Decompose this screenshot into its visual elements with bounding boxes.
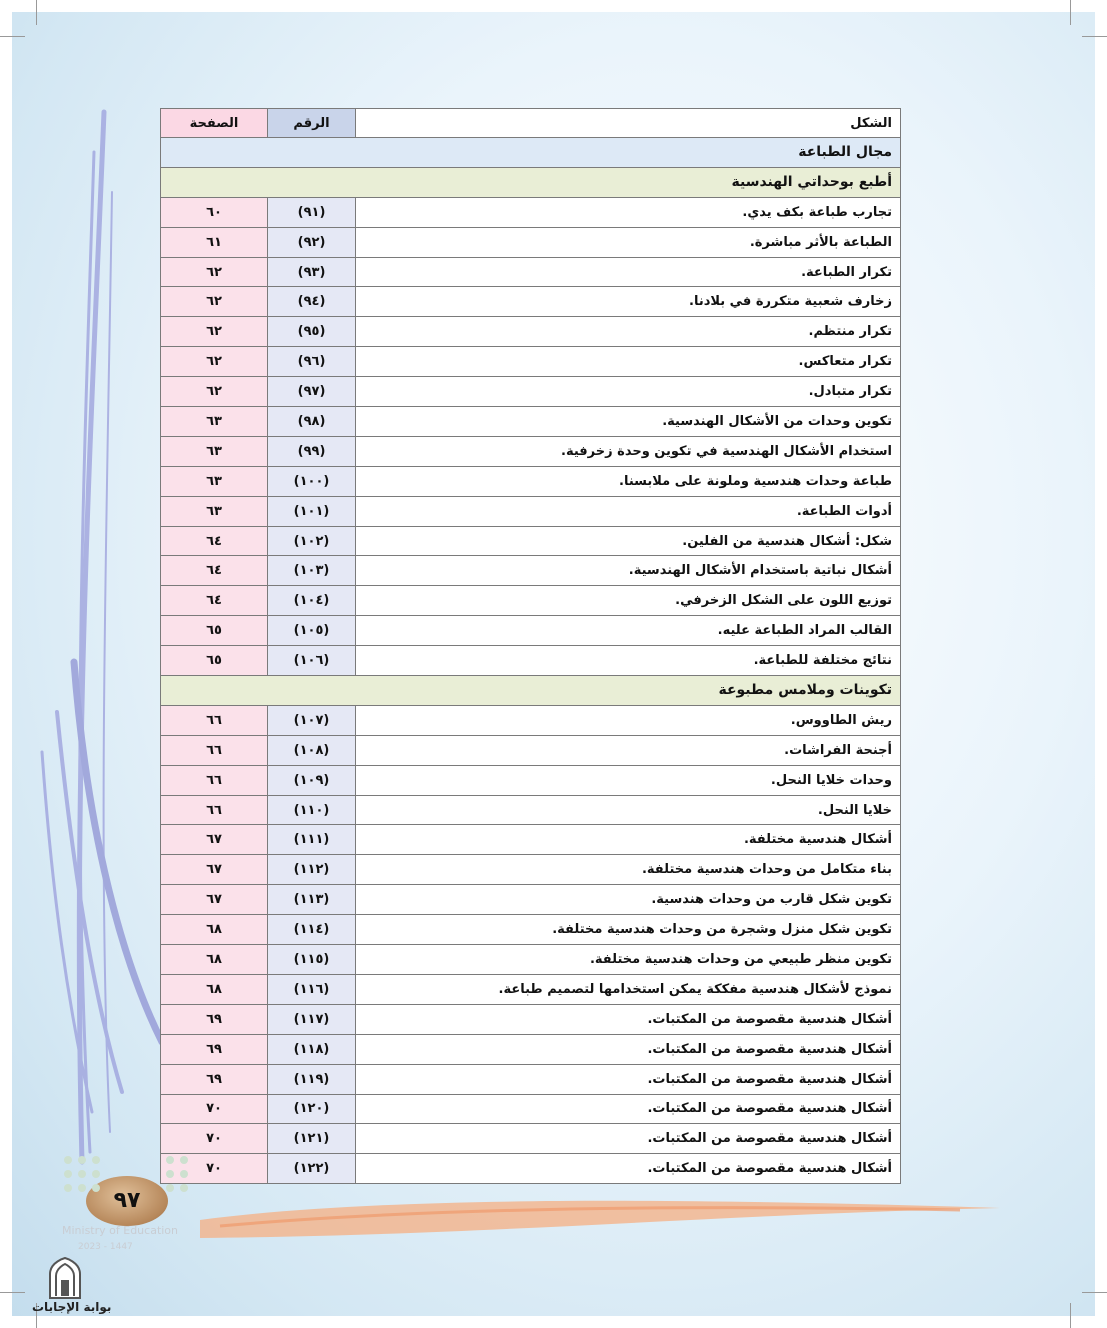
- figure-number: (٩٣): [268, 257, 356, 287]
- table-row: [161, 317, 901, 347]
- table-row: [161, 1094, 901, 1124]
- figure-page: ٧٠: [161, 1154, 268, 1184]
- figure-name: أشكال هندسية مقصوصة من المكتبات.: [356, 1064, 901, 1094]
- table-row: [161, 1034, 901, 1064]
- figure-name: تكرار منتظم.: [356, 317, 901, 347]
- figure-page: ٦٢: [161, 347, 268, 377]
- figure-page: ٦٠: [161, 197, 268, 227]
- figure-number: (١٠٣): [268, 556, 356, 586]
- figure-number: (١٠٢): [268, 526, 356, 556]
- figure-number: (١٢١): [268, 1124, 356, 1154]
- table-row: [161, 974, 901, 1004]
- section-title: تكوينات وملامس مطبوعة: [161, 676, 901, 706]
- figure-page: ٦٧: [161, 885, 268, 915]
- figure-name: استخدام الأشكال الهندسية في تكوين وحدة زخرفية.: [356, 436, 901, 466]
- figure-page: ٦٩: [161, 1004, 268, 1034]
- figure-name: القالب المراد الطباعة عليه.: [356, 616, 901, 646]
- figure-number: (٩٧): [268, 377, 356, 407]
- figure-page: ٦٤: [161, 556, 268, 586]
- figure-name: تكوين منظر طبيعي من وحدات هندسية مختلفة.: [356, 945, 901, 975]
- figure-number: (٩٥): [268, 317, 356, 347]
- table-row: [161, 915, 901, 945]
- figure-name: أدوات الطباعة.: [356, 496, 901, 526]
- figure-number: (٩٤): [268, 287, 356, 317]
- header-page: الصفحة: [161, 109, 268, 138]
- figure-number: (٩٢): [268, 227, 356, 257]
- site-name: بوابة الإجابات: [32, 1300, 112, 1314]
- table-row: [161, 586, 901, 616]
- figure-page: ٦٣: [161, 436, 268, 466]
- figure-name: طباعة وحدات هندسية وملونة على ملابسنا.: [356, 466, 901, 496]
- figure-page: ٦٧: [161, 825, 268, 855]
- figure-page: ٦٨: [161, 974, 268, 1004]
- figure-number: (١٠٠): [268, 466, 356, 496]
- figure-name: وحدات خلايا النحل.: [356, 765, 901, 795]
- table-row: [161, 1064, 901, 1094]
- figure-name: تكرار متعاكس.: [356, 347, 901, 377]
- figure-page: ٦٣: [161, 496, 268, 526]
- figure-page: ٦٣: [161, 407, 268, 437]
- figure-name: نموذج لأشكال هندسية مفككة يمكن استخدامها لتصميم طباعة.: [356, 974, 901, 1004]
- figure-number: (١١٣): [268, 885, 356, 915]
- page-number: ٩٧: [86, 1176, 168, 1226]
- figure-number: (٩٩): [268, 436, 356, 466]
- figure-number: (١٠١): [268, 496, 356, 526]
- figure-page: ٦٤: [161, 526, 268, 556]
- table-row: [161, 705, 901, 735]
- figure-name: أشكال هندسية مقصوصة من المكتبات.: [356, 1154, 901, 1184]
- figure-page: ٦٦: [161, 705, 268, 735]
- header-shape: الشكل: [356, 109, 901, 138]
- figure-page: ٦٣: [161, 466, 268, 496]
- figure-name: خلايا النحل.: [356, 795, 901, 825]
- table-row: [161, 945, 901, 975]
- figure-number: (١١٤): [268, 915, 356, 945]
- figure-name: بناء متكامل من وحدات هندسية مختلفة.: [356, 855, 901, 885]
- table-row: [161, 197, 901, 227]
- table-row: [161, 795, 901, 825]
- ministry-year: 2023 - 1447: [78, 1242, 133, 1252]
- figure-page: ٦٥: [161, 646, 268, 676]
- figure-name: الطباعة بالأثر مباشرة.: [356, 227, 901, 257]
- figure-page: ٦٢: [161, 317, 268, 347]
- figures-index-table: [160, 108, 901, 1184]
- table-row: [161, 466, 901, 496]
- figure-name: أشكال هندسية مقصوصة من المكتبات.: [356, 1004, 901, 1034]
- table-row: [161, 1154, 901, 1184]
- site-logo-icon: [42, 1256, 88, 1300]
- figure-name: شكل: أشكال هندسية من الفلين.: [356, 526, 901, 556]
- figure-page: ٧٠: [161, 1094, 268, 1124]
- table-row: [161, 526, 901, 556]
- figure-page: ٧٠: [161, 1124, 268, 1154]
- header-number: الرقم: [268, 109, 356, 138]
- figure-name: تكوين شكل قارب من وحدات هندسية.: [356, 885, 901, 915]
- brush-stroke-decoration: [200, 1190, 1000, 1250]
- figure-number: (١١٠): [268, 795, 356, 825]
- figure-number: (١٠٨): [268, 735, 356, 765]
- figure-number: (١١٥): [268, 945, 356, 975]
- table-row: [161, 1004, 901, 1034]
- figure-number: (١١٩): [268, 1064, 356, 1094]
- figure-name: أشكال نباتية باستخدام الأشكال الهندسية.: [356, 556, 901, 586]
- section-row: [161, 167, 901, 197]
- table-row: [161, 735, 901, 765]
- figure-number: (١١٦): [268, 974, 356, 1004]
- figure-name: نتائج مختلفة للطباعة.: [356, 646, 901, 676]
- table-row: [161, 227, 901, 257]
- figure-name: أشكال هندسية مقصوصة من المكتبات.: [356, 1124, 901, 1154]
- figure-name: زخارف شعبية متكررة في بلادنا.: [356, 287, 901, 317]
- ministry-label: Ministry of Education: [62, 1224, 179, 1237]
- figure-number: (١٠٥): [268, 616, 356, 646]
- figure-number: (١١٧): [268, 1004, 356, 1034]
- figure-page: ٦٦: [161, 795, 268, 825]
- table-row: [161, 257, 901, 287]
- figure-number: (١٠٧): [268, 705, 356, 735]
- table-row: [161, 377, 901, 407]
- figure-number: (٩١): [268, 197, 356, 227]
- figure-page: ٦٢: [161, 287, 268, 317]
- table-row: [161, 616, 901, 646]
- table-row: [161, 825, 901, 855]
- figure-number: (٩٨): [268, 407, 356, 437]
- figure-number: (١١٨): [268, 1034, 356, 1064]
- figure-page: ٦٤: [161, 586, 268, 616]
- figure-name: توزيع اللون على الشكل الزخرفي.: [356, 586, 901, 616]
- header-row: [161, 109, 901, 138]
- figure-name: تكرار متبادل.: [356, 377, 901, 407]
- table-row: [161, 407, 901, 437]
- table-row: [161, 496, 901, 526]
- table-row: [161, 287, 901, 317]
- table-row: [161, 855, 901, 885]
- domain-row: [161, 138, 901, 168]
- figure-number: (١٠٤): [268, 586, 356, 616]
- figure-number: (١١١): [268, 825, 356, 855]
- figure-number: (١٢٢): [268, 1154, 356, 1184]
- figure-page: ٦٥: [161, 616, 268, 646]
- table-row: [161, 556, 901, 586]
- section-title: أطبع بوحداتي الهندسية: [161, 167, 901, 197]
- domain-title: مجال الطباعة: [161, 138, 901, 168]
- section-row: [161, 676, 901, 706]
- table-row: [161, 885, 901, 915]
- ministry-logo-dots: [60, 1150, 200, 1220]
- table-row: [161, 1124, 901, 1154]
- figure-page: ٦٨: [161, 915, 268, 945]
- table-row: [161, 436, 901, 466]
- figure-number: (١٠٩): [268, 765, 356, 795]
- figure-page: ٦١: [161, 227, 268, 257]
- figure-page: ٦٦: [161, 735, 268, 765]
- table-row: [161, 646, 901, 676]
- figure-number: (١٢٠): [268, 1094, 356, 1124]
- figure-page: ٦٢: [161, 377, 268, 407]
- table-row: [161, 347, 901, 377]
- figure-page: ٦٨: [161, 945, 268, 975]
- figure-name: أشكال هندسية مقصوصة من المكتبات.: [356, 1094, 901, 1124]
- figure-name: أجنحة الفراشات.: [356, 735, 901, 765]
- figure-page: ٦٩: [161, 1064, 268, 1094]
- figure-name: ريش الطاووس.: [356, 705, 901, 735]
- figure-number: (٩٦): [268, 347, 356, 377]
- figure-name: تكوين وحدات من الأشكال الهندسية.: [356, 407, 901, 437]
- figure-name: تجارب طباعة بكف يدي.: [356, 197, 901, 227]
- figure-page: ٦٢: [161, 257, 268, 287]
- figure-page: ٦٧: [161, 855, 268, 885]
- figure-page: ٦٩: [161, 1034, 268, 1064]
- figure-number: (١١٢): [268, 855, 356, 885]
- figure-number: (١٠٦): [268, 646, 356, 676]
- figure-page: ٦٦: [161, 765, 268, 795]
- table-row: [161, 765, 901, 795]
- figure-name: تكوين شكل منزل وشجرة من وحدات هندسية مختلفة.: [356, 915, 901, 945]
- figure-name: أشكال هندسية مختلفة.: [356, 825, 901, 855]
- figure-name: تكرار الطباعة.: [356, 257, 901, 287]
- figure-name: أشكال هندسية مقصوصة من المكتبات.: [356, 1034, 901, 1064]
